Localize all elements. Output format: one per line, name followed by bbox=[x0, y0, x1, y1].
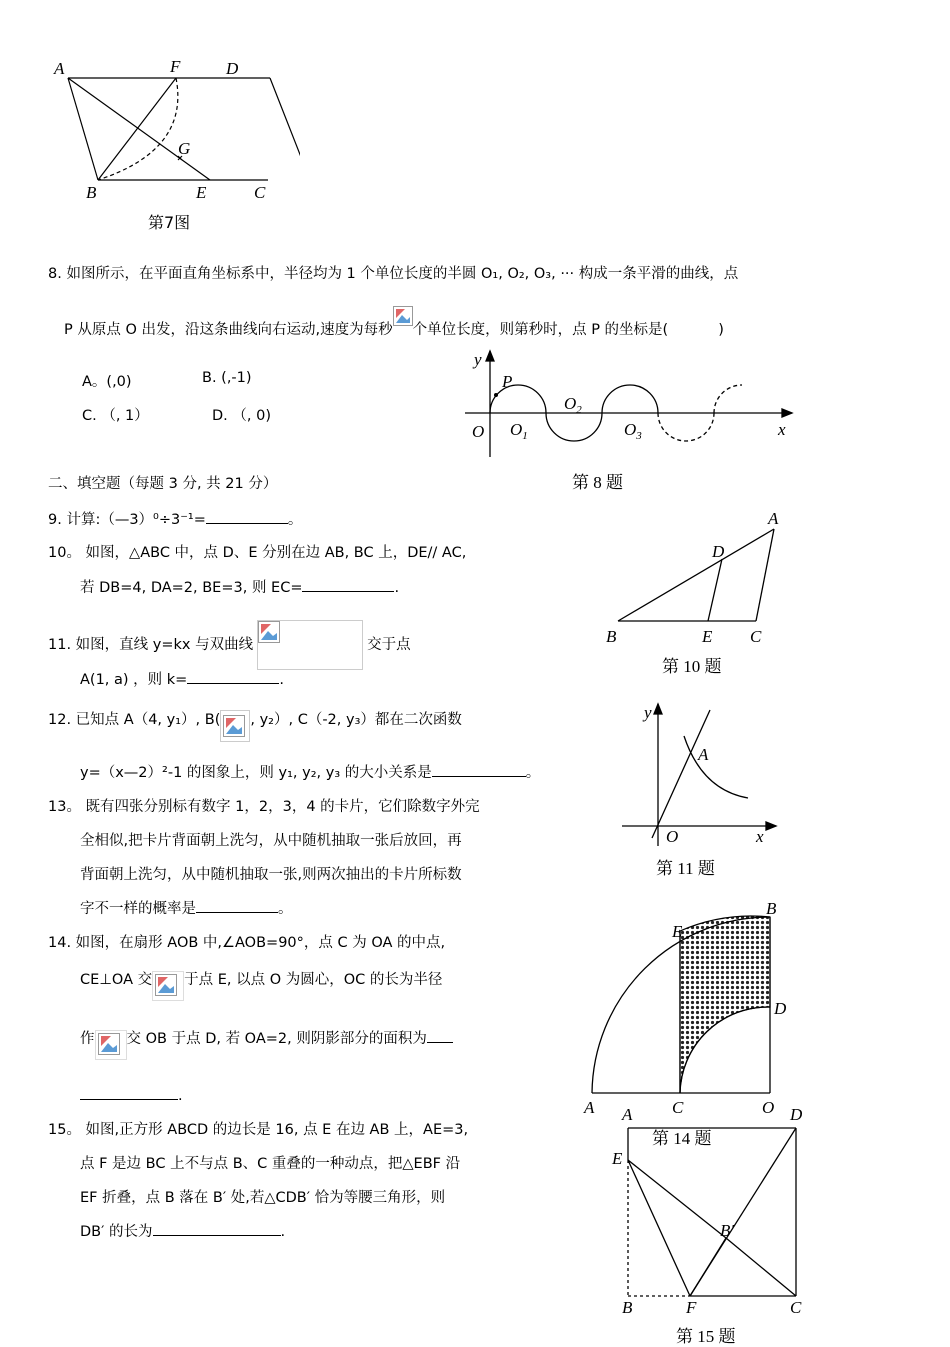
broken-image-icon bbox=[95, 1030, 127, 1060]
fig15-label-F: F bbox=[686, 1298, 697, 1317]
fig11-label-x: x bbox=[756, 827, 764, 846]
q14-line2: CE⊥OA 交 于点 E, 以点 O 为圆心，OC 的长为半径 bbox=[80, 965, 442, 995]
q8-line2 bbox=[64, 318, 724, 340]
q15-line1: 15。 如图,正方形 ABCD 的边长是 16, 点 E 在边 AB 上，AE=3, bbox=[48, 1122, 469, 1138]
fig10-label-D: D bbox=[712, 542, 725, 561]
fig7-label-E: E bbox=[196, 183, 207, 202]
fig14-label-C: C bbox=[672, 1098, 684, 1117]
fig15-label-Bprime: B′ bbox=[720, 1221, 735, 1240]
q13-line3: 背面朝上洗匀，从中随机抽取一张,则两次抽出的卡片所标数 bbox=[80, 867, 462, 883]
q10-line2: 若 DB=4, DA=2, BE=3, 则 EC= . bbox=[80, 576, 399, 597]
fig14-label-E: E bbox=[672, 922, 683, 941]
fig8-label-O2: $O_2$ bbox=[564, 394, 582, 416]
fig15-label-E: E bbox=[612, 1149, 623, 1168]
fig10-label-B: B bbox=[606, 627, 617, 646]
q13-line4: 字不一样的概率是 。 bbox=[80, 897, 293, 918]
q10-line1: 10。 如图，△ABC 中，点 D、E 分别在边 AB, BC 上，DE// AC, bbox=[48, 545, 467, 561]
fig11-label-y: y bbox=[644, 703, 652, 722]
fig7-label-A: A bbox=[54, 59, 65, 78]
fig7-label-B: B bbox=[86, 183, 97, 202]
fig8-label-O3: $O_3$ bbox=[624, 420, 642, 442]
q13-line2: 全相似,把卡片背面朝上洗匀，从中随机抽取一张后放回，再 bbox=[80, 833, 462, 849]
broken-image-icon bbox=[220, 710, 250, 742]
fig14-label-D: D bbox=[774, 999, 787, 1018]
q8-line1: 8. 如图所示，在平面直角坐标系中，半径均为 1 个单位长度的半圆 O₁, O₂, O₃, ··· 构成一条平滑的曲线，点 bbox=[48, 266, 739, 282]
q14-line3: 作 交 OB 于点 D, 若 OA=2, 则阴影部分的面积为 bbox=[80, 1024, 453, 1054]
q11-line2: A(1, a) ，则 k= . bbox=[80, 668, 284, 689]
q9-text: 9. 计算:（—3）⁰÷3⁻¹= bbox=[48, 512, 206, 528]
fig8-label-y: y bbox=[474, 350, 482, 369]
fig15-label-A: A bbox=[622, 1105, 633, 1124]
q8-option-d: D. （, 0) bbox=[212, 408, 271, 424]
q15-line4: DB′ 的长为 . bbox=[80, 1220, 285, 1241]
figure-15 bbox=[606, 1100, 816, 1322]
q11-line1: 11. 如图，直线 y=kx 与双曲线 交于点 bbox=[48, 620, 411, 670]
fig11-label-O: O bbox=[666, 827, 679, 846]
figure-8 bbox=[460, 345, 800, 465]
fig10-caption: 第 10 题 bbox=[662, 657, 722, 676]
fig15-label-D: D bbox=[790, 1105, 803, 1124]
q8-line2a: P 从原点 O 出发，沿这条曲线向右运动,速度为每秒 bbox=[64, 322, 393, 338]
q8-line2b: 个单位长度，则第秒时，点 P 的坐标是( bbox=[412, 322, 669, 338]
fig15-label-B: B bbox=[622, 1298, 633, 1317]
fig15-label-C: C bbox=[790, 1298, 802, 1317]
fig7-label-F: F bbox=[170, 57, 181, 76]
fig10-label-A: A bbox=[768, 509, 779, 528]
fig11-caption: 第 11 题 bbox=[656, 859, 715, 878]
q8-option-a: A。(,0) bbox=[82, 374, 132, 390]
q11-image-placeholder bbox=[257, 620, 363, 670]
q9: 9. 计算:（—3）⁰÷3⁻¹= 。 bbox=[48, 508, 302, 529]
broken-image-icon bbox=[393, 306, 413, 326]
q14-line1: 14. 如图，在扇形 AOB 中,∠AOB=90°，点 C 为 OA 的中点, bbox=[48, 935, 446, 951]
fig7-label-C: C bbox=[254, 183, 266, 202]
q12-line1: 12. 已知点 A（4, y₁）, B( , y₂）, C（-2, y₃）都在二次函数 bbox=[48, 704, 462, 736]
fig8-label-O1: $O_1$ bbox=[510, 420, 528, 442]
section-2-heading: 二、填空题（每题 3 分, 共 21 分） bbox=[48, 476, 278, 492]
q14-line4: . bbox=[80, 1084, 183, 1104]
q15-line2: 点 F 是边 BC 上不与点 B、C 重叠的一种动点，把△EBF 沿 bbox=[80, 1156, 461, 1172]
q8-option-b: B. (,-1) bbox=[202, 370, 252, 386]
fig14-label-O: O bbox=[762, 1098, 775, 1117]
q13-line1: 13。 既有四张分别标有数字 1，2，3，4 的卡片，它们除数字外完 bbox=[48, 799, 480, 815]
fig14-caption: 第 14 题 bbox=[652, 1129, 712, 1148]
fig14-label-A: A bbox=[584, 1098, 595, 1117]
figure-10 bbox=[596, 505, 796, 675]
q15-line3: EF 折叠，点 B 落在 B′ 处,若△CDB′ 恰为等腰三角形，则 bbox=[80, 1190, 446, 1206]
q8-option-c: C. （, 1） bbox=[82, 408, 149, 424]
fig10-label-E: E bbox=[702, 627, 713, 646]
fig8-label-x: x bbox=[778, 420, 786, 439]
broken-image-icon bbox=[152, 971, 184, 1001]
fig7-label-D: D bbox=[226, 59, 239, 78]
fig8-caption: 第 8 题 bbox=[572, 473, 623, 492]
fig11-label-A: A bbox=[698, 745, 709, 764]
fig7-label-G: G bbox=[178, 139, 191, 158]
fig8-label-P: P bbox=[502, 372, 513, 391]
figure-14 bbox=[580, 895, 810, 1120]
q12-line2: y=（x—2）²-1 的图象上，则 y₁, y₂, y₃ 的大小关系是 。 bbox=[80, 761, 540, 782]
fig8-label-O: O bbox=[472, 422, 485, 441]
fig7-caption: 第7图 bbox=[148, 213, 191, 232]
figure-11 bbox=[616, 698, 786, 848]
q8-line2c: ) bbox=[718, 322, 724, 338]
fig15-caption: 第 15 题 bbox=[676, 1327, 736, 1346]
fig14-label-B: B bbox=[766, 899, 777, 918]
fig10-label-C: C bbox=[750, 627, 762, 646]
